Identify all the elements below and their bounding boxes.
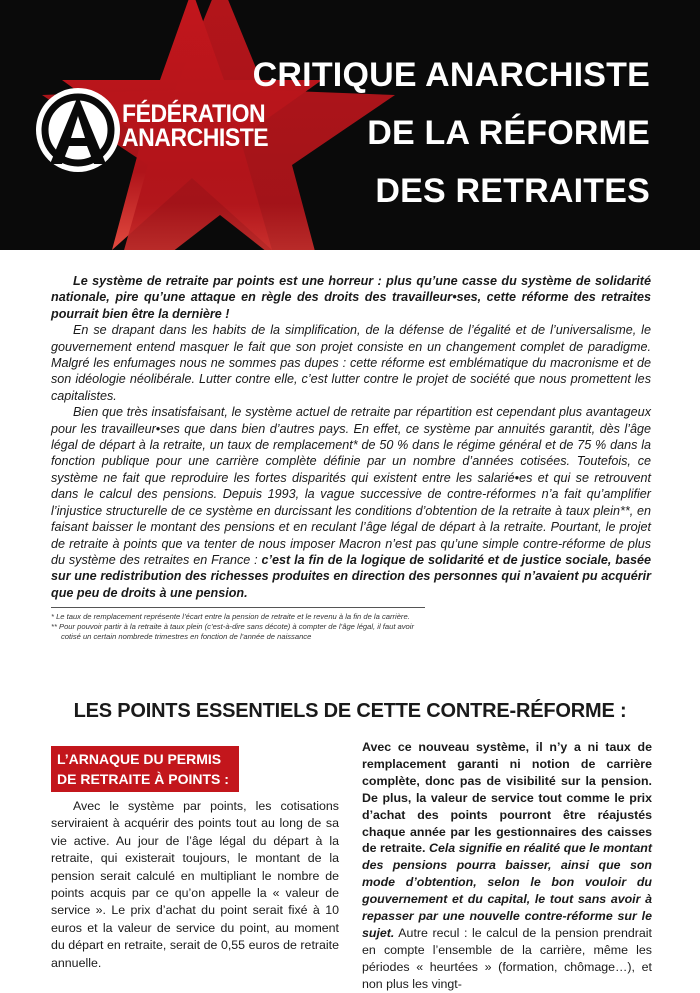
right-column-bold-italic: Cela signifie en réalité que le montant des pensions pourra baisser, ainsi que son mode d’obtention, selon le bon vouloir du gouvernement et du capital, le tout sans avoir à repasser par une nouvelle contre-réforme sur le sujet. [362, 841, 652, 940]
left-column [51, 798, 339, 972]
logo-line-1: FÉDÉRATION [122, 100, 266, 128]
intro-text [51, 273, 651, 601]
logo-line-2: ANARCHISTE [122, 124, 269, 152]
intro-lead-paragraph: Le système de retraite par points est une horreur : plus qu’une casse du système de solidarité nationale, pire qu’une attaque en règle des droits des travailleur•ses, cette réforme des retraites pourrait bien être la dernière ! [51, 274, 651, 321]
section-title: LES POINTS ESSENTIELS DE CETTE CONTRE-RÉFORME : [73, 700, 627, 722]
title-line-3: DES RETRAITES [375, 172, 650, 210]
subsection-line-1: L’ARNAQUE DU PERMIS [57, 751, 222, 767]
footnote-2: ** Pour pouvoir partir à la retraite à taux plein (c’est-à-dire sans décote) à compter de l’âge légal, il faut avoir [51, 622, 414, 631]
subsection-heading [51, 746, 239, 792]
footnote-2-continued: cotisé un certain nombrede trimestres en fonction de l’année de naissance [61, 632, 312, 641]
page-title [253, 46, 650, 220]
footnotes [51, 612, 451, 642]
intro-paragraph-3-bold: c’est la fin de la logique de solidarité et de justice sociale, basée sur une redistribution des richesses produites en direction des personnes qui n’avaient pu acquérir que peu de droits à une pension. [51, 552, 652, 600]
subsection-line-2: DE RETRAITE À POINTS : [57, 771, 229, 787]
intro-paragraph-3-text: Bien que très insatisfaisant, le système actuel de retraite par répartition est cependant plus avantageux pour les travailleur•ses que dans bien d’autres pays. En effet, ce système par annuités garantit, dès l’âge légal de départ à la retraite, un taux de remplacement* de 50 % dans le régime général et de 75 % dans la fonction publique pour une carrière complète définie par un nombre d’années cotisées. Toutefois, ce système ne fait que reproduire les fortes disparités qui existent entre les salarié•es et qui se retrouvent dans le calcul des pensions. Depuis 1993, la vague successive de contre-réformes n’a fait qu’amplifier l’injustice structurelle de ce système en durcissant les conditions d’obtention de la retraite à taux plein**, en faisant baisser le montant des pensions et en reculant l’âge légal de départ à la retraite. Pourtant, le projet de retraite à points que va tenter de nous imposer Macron n’est pas qu’une simple contre-réforme de plus du système des retraites en France : [51, 405, 651, 567]
footnote-divider [51, 607, 425, 608]
anarchy-symbol-icon [36, 88, 120, 172]
intro-paragraph-3 [51, 404, 651, 601]
right-column [362, 739, 652, 993]
intro-paragraph-2: En se drapant dans les habits de la simplification, de la défense de l’égalité et de l’universalisme, le gouvernement entend masquer le fait que son projet consiste en un changement complet de paradigme. Malgré les enfumages nous ne sommes pas dupes : cette réforme est emblématique du macronisme et de son idéologie néolibérale. Lutter contre elle, c’est lutter contre le projet de société que nous promettent les capitalistes. [51, 323, 651, 403]
left-column-paragraph: Avec le système par points, les cotisations serviraient à acquérir des points tout au long de sa vie active. Au jour de l’âge légal du départ à la retraite, qui existerait toujours, le montant de la pension serait calculé en multipliant le nombre de points acquis par ce qu’on appelle la « valeur de service ». Le prix d’achat du point serait fixé à 10 euros et la valeur de service du point, au moment du départ en retraite, serait de 0,55 euros de retraite annuelle. [51, 799, 339, 970]
right-column-bold: Avec ce nouveau système, il n’y a ni taux de remplacement garanti ni notion de carrière complète, donc pas de visibilité sur la pension. De plus, la valeur de service tout comme le prix d’achat des points pourront être réajustés chaque année par les gestionnaires des caisses de retraite. [362, 740, 652, 856]
federation-logo [36, 88, 286, 180]
title-line-2: DE LA RÉFORME [367, 114, 650, 152]
title-line-1: CRITIQUE ANARCHISTE [252, 56, 650, 94]
right-column-normal: Autre recul : le calcul de la pension prendrait en compte l’ensemble de la carrière, même les périodes « heurtées » (formation, chômage…), et non plus les vingt- [362, 925, 653, 991]
footnote-1: * Le taux de remplacement représente l’écart entre la pension de retraite et le revenu à la fin de la carrière. [51, 612, 410, 621]
header-banner [0, 0, 700, 250]
